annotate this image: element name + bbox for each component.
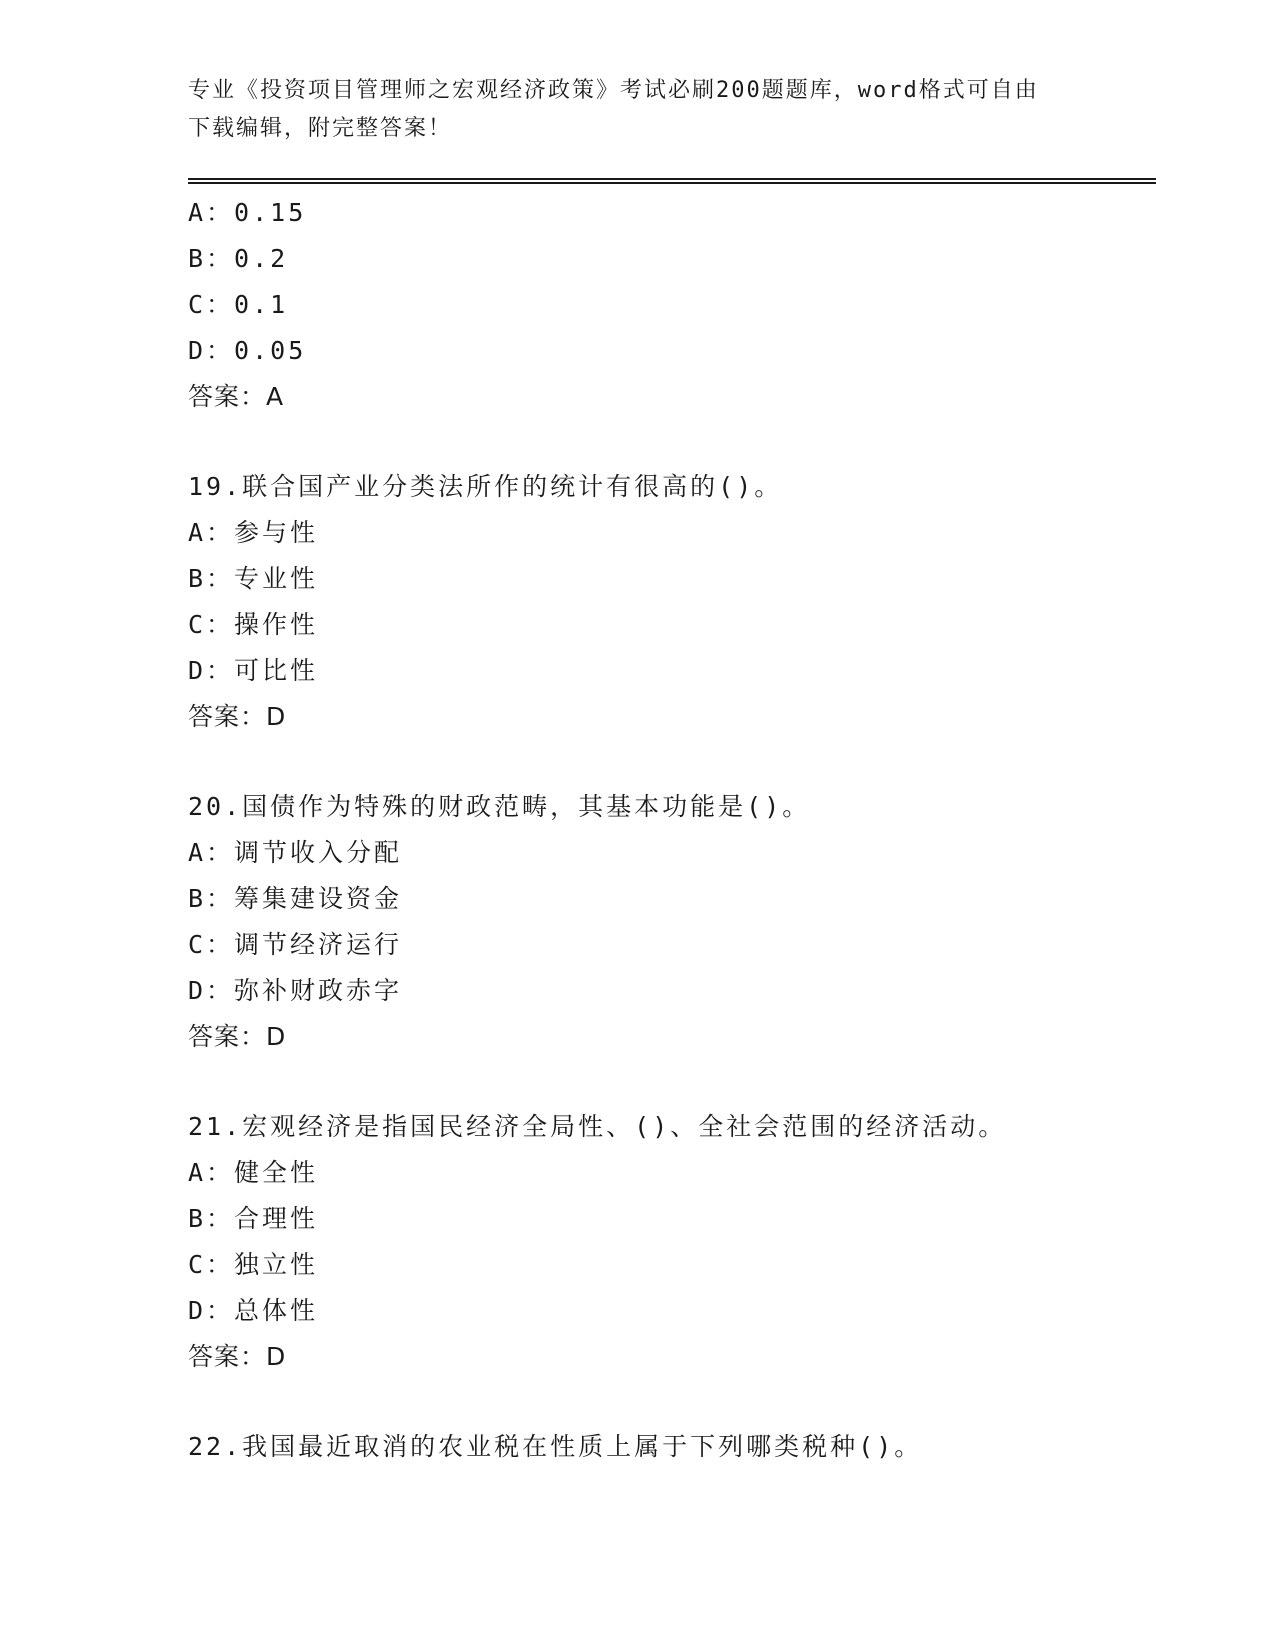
option-d: D：0.05 [188, 336, 307, 365]
answer: 答案：D [188, 702, 287, 731]
document-header [188, 72, 1068, 148]
question-18 [188, 190, 1156, 420]
option-d: D：总体性 [188, 1296, 319, 1325]
option-a: A：参与性 [188, 518, 319, 547]
spacer [188, 420, 1156, 464]
question-text: 22.我国最近取消的农业税在性质上属于下列哪类税种()。 [188, 1432, 923, 1461]
option-c: C：独立性 [188, 1250, 319, 1279]
header-divider-top [188, 178, 1156, 180]
option-a: A：健全性 [188, 1158, 319, 1187]
header-divider-bottom [188, 182, 1156, 184]
spacer [188, 1380, 1156, 1424]
answer: 答案：D [188, 1022, 287, 1051]
option-c: C：操作性 [188, 610, 319, 639]
option-d: D：弥补财政赤字 [188, 976, 403, 1005]
question-19 [188, 464, 1156, 740]
option-b: B：0.2 [188, 244, 289, 273]
question-21 [188, 1104, 1156, 1380]
option-a: A：0.15 [188, 198, 307, 227]
question-22 [188, 1424, 1156, 1470]
answer: 答案：D [188, 1342, 287, 1371]
question-20 [188, 784, 1156, 1060]
spacer [188, 740, 1156, 784]
answer: 答案：A [188, 382, 285, 411]
option-b: B：合理性 [188, 1204, 319, 1233]
option-c: C：调节经济运行 [188, 930, 403, 959]
header-line-1: 专业《投资项目管理师之宏观经济政策》考试必刷200题题库，word格式可自由 [188, 78, 1039, 103]
option-d: D：可比性 [188, 656, 319, 685]
spacer [188, 1060, 1156, 1104]
question-text: 21.宏观经济是指国民经济全局性、()、全社会范围的经济活动。 [188, 1112, 1007, 1141]
question-text: 19.联合国产业分类法所作的统计有很高的()。 [188, 472, 783, 501]
option-c: C：0.1 [188, 290, 289, 319]
question-list [188, 190, 1156, 1470]
header-line-2: 下载编辑，附完整答案！ [188, 116, 453, 141]
option-b: B：筹集建设资金 [188, 884, 403, 913]
option-a: A：调节收入分配 [188, 838, 403, 867]
option-b: B：专业性 [188, 564, 319, 593]
question-text: 20.国债作为特殊的财政范畴，其基本功能是()。 [188, 792, 811, 821]
